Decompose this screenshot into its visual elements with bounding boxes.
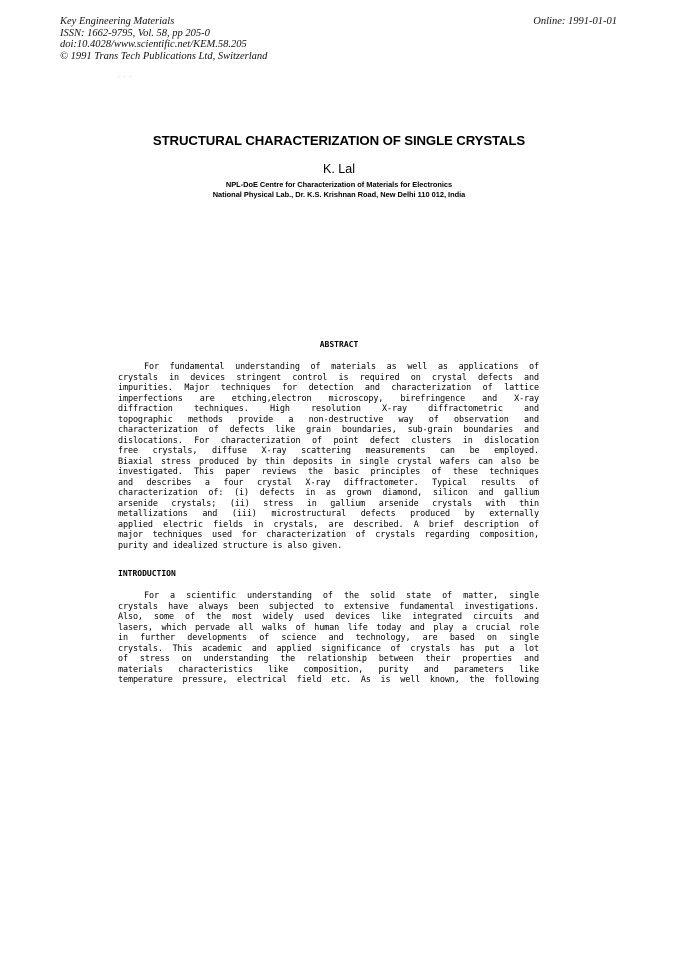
intro-line: For a scientific understanding of the solid state of matter, single <box>144 590 539 600</box>
abstract-line: characterization of: (i) defects in as grown diamond, silicon and gallium <box>118 487 539 497</box>
intro-line: of stress on understanding the relationship between their properties and <box>118 653 539 663</box>
issn-line: ISSN: 1662-9795, Vol. 58, pp 205-0 <box>60 27 210 39</box>
copyright-line: © 1991 Trans Tech Publications Ltd, Switzerland <box>60 50 268 62</box>
affiliation-line-1: NPL-DoE Centre for Characterization of Materials for Electronics <box>225 180 453 189</box>
abstract-line: topographic methods provide a non-destructive way of observation and <box>118 413 539 424</box>
intro-line: temperature pressure, electrical field etc. As is well known, the following <box>118 674 539 684</box>
introduction-heading: INTRODUCTION <box>118 569 176 578</box>
abstract-line: investigated. This paper reviews the basic principles of these techniques <box>118 466 539 476</box>
paper-title: STRUCTURAL CHARACTERIZATION OF SINGLE CRYSTALS <box>152 133 526 148</box>
author-name: K. Lal <box>323 162 355 176</box>
abstract-body <box>118 361 539 550</box>
intro-line: materials characteristics like composition, purity and parameters like <box>118 663 539 674</box>
abstract-line: arsenide crystals; (ii) stress in gallium arsenide crystals with thin <box>118 497 539 508</box>
abstract-line: applied electric fields in crystals, are described. A brief description of <box>118 518 539 529</box>
intro-line: crystals. This academic and applied significance of crystals has put a lot <box>118 642 539 653</box>
abstract-line: Biaxial stress produced by thin deposits in single crystal wafers can also be <box>118 455 539 466</box>
abstract-line: For fundamental understanding of materials as well as applications of <box>144 361 539 371</box>
introduction-body <box>118 590 539 685</box>
abstract-line: imperfections are etching,electron microscopy, birefringence and X-ray <box>118 392 539 403</box>
abstract-line: impurities. Major techniques for detection and characterization of lattice <box>118 382 539 392</box>
intro-line: crystals have always been subjected to extensive fundamental investigations. <box>118 600 539 611</box>
abstract-line: and describes a four crystal X-ray diffractometer. Typical results of <box>118 476 539 487</box>
abstract-line: purity and idealized structure is also given. <box>118 539 343 550</box>
doi-line: doi:10.4028/www.scientific.net/KEM.58.205 <box>60 39 247 51</box>
abstract-line: diffraction techniques. High resolution X-ray diffractometric and <box>118 403 539 413</box>
intro-line: in further developments of science and technology, are based on single <box>118 632 539 642</box>
abstract-line: characterization of defects like grain boundaries, sub-grain boundaries and <box>118 424 539 434</box>
journal-info <box>60 16 267 62</box>
abstract-line: metallizations and (iii) microstructural defects produced by externally <box>118 508 539 518</box>
scan-artifact: · · · <box>118 74 133 80</box>
online-date: Online: 1991-01-01 <box>533 16 617 27</box>
abstract-line: free crystals, diffuse X-ray scattering measurements can be employed. <box>118 445 539 455</box>
abstract-line: dislocations. For characterization of point defect clusters in dislocation <box>118 434 539 445</box>
intro-line: lasers, which pervade all walks of human life today and play a crucial role <box>118 621 539 632</box>
affiliation-line-2: National Physical Lab., Dr. K.S. Krishnan Road, New Delhi 110 012, India <box>212 190 466 199</box>
abstract-line: major techniques used for characterization of crystals regarding composition, <box>118 529 539 539</box>
abstract-line: crystals in devices stringent control is required on crystal defects and <box>118 371 539 382</box>
journal-name: Key Engineering Materials <box>60 16 175 27</box>
abstract-heading: ABSTRACT <box>319 340 359 349</box>
intro-line: Also, some of the most widely used devices like integrated circuits and <box>118 611 539 621</box>
